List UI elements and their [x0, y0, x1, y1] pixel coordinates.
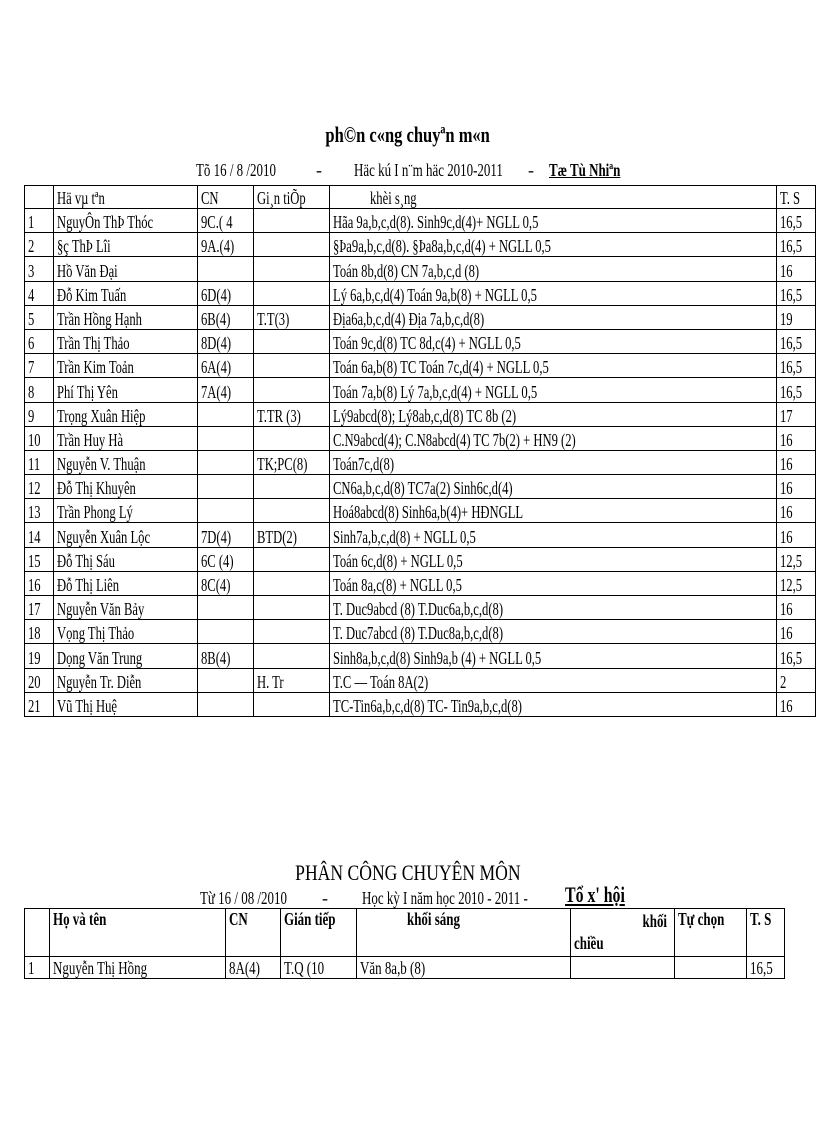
cell-no: 9 — [25, 402, 54, 426]
cell-ks: Toán 9c,d(8) TC 8d,c(4) + NGLL 0,5 — [329, 329, 776, 353]
cell-gt — [253, 692, 329, 716]
table-row — [25, 547, 816, 571]
table-row — [25, 281, 816, 305]
table-row — [25, 523, 816, 547]
table-row — [25, 402, 816, 426]
cell-kc — [570, 957, 674, 979]
cell-no: 1 — [25, 209, 54, 233]
cell-gt — [253, 644, 329, 668]
cell-cn: 7D(4) — [197, 523, 253, 547]
cell-gt — [253, 499, 329, 523]
cell-ts: 16 — [777, 523, 816, 547]
header-cell: T. S — [777, 186, 816, 209]
cell-cn: 8A(4) — [226, 957, 281, 979]
cell-cn: 8D(4) — [197, 329, 253, 353]
cell-name: Trần Kim Toản — [53, 354, 197, 378]
cell-gt — [253, 354, 329, 378]
cell-name: Vọng Thị Thảo — [53, 620, 197, 644]
cell-no: 16 — [25, 571, 54, 595]
cell-cn: 6B(4) — [197, 305, 253, 329]
cell-ks: Toán 8a,c(8) + NGLL 0,5 — [329, 571, 776, 595]
cell-no: 1 — [25, 957, 50, 979]
cell-ts: 16 — [777, 475, 816, 499]
cell-ts: 16 — [777, 620, 816, 644]
subtitle-date: Từ 16 / 08 /2010 — [200, 888, 287, 908]
cell-no: 15 — [25, 547, 54, 571]
cell-name: Đỗ Thị Khuyên — [53, 475, 197, 499]
cell-gt: TK;PC(8) — [253, 450, 329, 474]
subtitle-dash: - — [528, 160, 534, 180]
cell-no: 7 — [25, 354, 54, 378]
table-row — [25, 329, 816, 353]
cell-ks: Sinh7a,b,c,d(8) + NGLL 0,5 — [329, 523, 776, 547]
cell-name: Nguyễn Văn Bảy — [53, 596, 197, 620]
table-header-row — [25, 186, 816, 209]
cell-cn — [197, 668, 253, 692]
cell-name: Hồ Văn Đại — [53, 257, 197, 281]
table-row — [25, 499, 816, 523]
cell-gt — [253, 281, 329, 305]
cell-gt — [253, 571, 329, 595]
cell-no: 17 — [25, 596, 54, 620]
cell-ks: Lý9abcd(8); Lý8ab,c,d(8) TC 8b (2) — [329, 402, 776, 426]
subtitle-term: Học kỳ I năm học 2010 - 2011 - — [362, 888, 528, 908]
cell-name: Dọng Văn Trung — [53, 644, 197, 668]
header-cell: Tự chọn — [674, 909, 746, 957]
cell-ks: Toán 7a,b(8) Lý 7a,b,c,d(4) + NGLL 0,5 — [329, 378, 776, 402]
cell-no: 5 — [25, 305, 54, 329]
cell-ks: §Þa9a,b,c,d(8). §Þa8a,b,c,d(4) + NGLL 0,5 — [329, 233, 776, 257]
cell-ks: Văn 8a,b (8) — [356, 957, 570, 979]
header-cell: khèi s¸ng — [329, 186, 776, 209]
header-cell — [25, 909, 50, 957]
cell-no: 6 — [25, 329, 54, 353]
cell-gt: T.T(3) — [253, 305, 329, 329]
cell-name: Trần Huy Hà — [53, 426, 197, 450]
table-row — [25, 426, 816, 450]
cell-cn: 6D(4) — [197, 281, 253, 305]
cell-name: Đỗ Thị Liên — [53, 571, 197, 595]
header-cell: khối chiều — [570, 909, 674, 957]
cell-no: 4 — [25, 281, 54, 305]
cell-ks: TC-Tin6a,b,c,d(8) TC- Tin9a,b,c,d(8) — [329, 692, 776, 716]
cell-ks: Toán7c,d(8) — [329, 450, 776, 474]
cell-no: 13 — [25, 499, 54, 523]
cell-ts: 16,5 — [777, 354, 816, 378]
cell-ks: T.C — Toán 8A(2) — [329, 668, 776, 692]
cell-gt — [253, 378, 329, 402]
cell-no: 21 — [25, 692, 54, 716]
cell-name: Nguyễn Thị Hồng — [50, 957, 226, 979]
table-row — [25, 475, 816, 499]
cell-ts: 16,5 — [777, 644, 816, 668]
cell-no: 11 — [25, 450, 54, 474]
assignment-table — [24, 185, 816, 717]
cell-no: 8 — [25, 378, 54, 402]
cell-ts: 16 — [777, 426, 816, 450]
cell-ks: CN6a,b,c,d(8) TC7a(2) Sinh6c,d(4) — [329, 475, 776, 499]
cell-gt: H. Tr — [253, 668, 329, 692]
cell-gt — [253, 329, 329, 353]
cell-ts: 16,5 — [777, 378, 816, 402]
subtitle-group: Tổ x' hội — [565, 882, 625, 907]
cell-name: Nguyễn V. Thuận — [53, 450, 197, 474]
header-cell: Họ và tên — [50, 909, 226, 957]
cell-ks: Toán 6a,b(8) TC Toán 7c,d(4) + NGLL 0,5 — [329, 354, 776, 378]
cell-cn — [197, 402, 253, 426]
cell-gt: BTD(2) — [253, 523, 329, 547]
cell-no: 14 — [25, 523, 54, 547]
cell-ks: Lý 6a,b,c,d(4) Toán 9a,b(8) + NGLL 0,5 — [329, 281, 776, 305]
header-cell: CN — [226, 909, 281, 957]
cell-cn — [197, 499, 253, 523]
table-row — [25, 957, 785, 979]
cell-ts: 16,5 — [777, 281, 816, 305]
cell-ks: Toán 6c,d(8) + NGLL 0,5 — [329, 547, 776, 571]
cell-cn — [197, 475, 253, 499]
cell-gt — [253, 233, 329, 257]
subtitle-dash: - — [316, 160, 322, 180]
cell-ts: 16 — [777, 450, 816, 474]
table-row — [25, 305, 816, 329]
cell-cn — [197, 257, 253, 281]
cell-cn — [197, 450, 253, 474]
cell-cn: 9C.( 4 — [197, 209, 253, 233]
cell-cn: 8B(4) — [197, 644, 253, 668]
cell-no: 2 — [25, 233, 54, 257]
cell-cn — [197, 692, 253, 716]
cell-ts: 16,5 — [746, 957, 784, 979]
cell-name: Trần Phong Lý — [53, 499, 197, 523]
subtitle-group: Tæ Tù Nhiªn — [549, 160, 621, 180]
table-row — [25, 233, 816, 257]
cell-ks: T. Duc9abcd (8) T.Duc6a,b,c,d(8) — [329, 596, 776, 620]
subtitle-term: Häc kú I n¨m häc 2010-2011 — [354, 160, 503, 180]
cell-name: Trần Hồng Hạnh — [53, 305, 197, 329]
table-row — [25, 620, 816, 644]
cell-gt — [253, 475, 329, 499]
cell-ks: Hãa 9a,b,c,d(8). Sinh9c,d(4)+ NGLL 0,5 — [329, 209, 776, 233]
cell-ts: 16,5 — [777, 233, 816, 257]
cell-cn — [197, 620, 253, 644]
table-row — [25, 571, 816, 595]
cell-no: 18 — [25, 620, 54, 644]
cell-name: Đỗ Kim Tuấn — [53, 281, 197, 305]
cell-gt — [253, 547, 329, 571]
subtitle-date: Tõ 16 / 8 /2010 — [196, 160, 276, 180]
cell-cn: 8C(4) — [197, 571, 253, 595]
cell-gt — [253, 257, 329, 281]
cell-ks: Toán 8b,d(8) CN 7a,b,c,d (8) — [329, 257, 776, 281]
cell-name: Nguyễn Tr. Diễn — [53, 668, 197, 692]
cell-ks: T. Duc7abcd (8) T.Duc8a,b,c,d(8) — [329, 620, 776, 644]
cell-gt: T.TR (3) — [253, 402, 329, 426]
header-cell — [25, 186, 54, 209]
cell-no: 19 — [25, 644, 54, 668]
cell-name: Vũ Thị Huệ — [53, 692, 197, 716]
cell-ts: 19 — [777, 305, 816, 329]
header-cell: khối sáng — [356, 909, 570, 957]
table-row — [25, 209, 816, 233]
cell-name: Nguyễn Xuân Lộc — [53, 523, 197, 547]
cell-ts: 16 — [777, 596, 816, 620]
page-title: ph©n c«ng chuyªn m«n — [325, 122, 491, 147]
cell-ts: 12,5 — [777, 547, 816, 571]
cell-cn: 6A(4) — [197, 354, 253, 378]
cell-name: Phí Thị Yên — [53, 378, 197, 402]
table-row — [25, 378, 816, 402]
cell-ts: 17 — [777, 402, 816, 426]
cell-ts: 16 — [777, 692, 816, 716]
cell-cn: 9A.(4) — [197, 233, 253, 257]
header-cell: CN — [197, 186, 253, 209]
cell-ks: Sinh8a,b,c,d(8) Sinh9a,b (4) + NGLL 0,5 — [329, 644, 776, 668]
cell-ks: Địa6a,b,c,d(4) Địa 7a,b,c,d(8) — [329, 305, 776, 329]
cell-name: §ç ThÞ Lîi — [53, 233, 197, 257]
cell-cn — [197, 426, 253, 450]
cell-name: Trần Thị Thảo — [53, 329, 197, 353]
cell-gt: T.Q (10 — [281, 957, 357, 979]
header-cell: Gián tiếp — [281, 909, 357, 957]
table-row — [25, 692, 816, 716]
cell-ts: 16,5 — [777, 329, 816, 353]
cell-cn: 6C (4) — [197, 547, 253, 571]
cell-ts: 2 — [777, 668, 816, 692]
cell-ts: 12,5 — [777, 571, 816, 595]
cell-gt — [253, 596, 329, 620]
header-cell: T. S — [746, 909, 784, 957]
table-row — [25, 257, 816, 281]
cell-cn: 7A(4) — [197, 378, 253, 402]
cell-name: NguyÔn ThÞ Thóc — [53, 209, 197, 233]
assignment-table-2 — [24, 908, 785, 979]
cell-no: 20 — [25, 668, 54, 692]
table-row — [25, 596, 816, 620]
cell-ts: 16 — [777, 257, 816, 281]
table-row — [25, 644, 816, 668]
table-row — [25, 668, 816, 692]
section-title: PHÂN CÔNG CHUYÊN MÔN — [295, 860, 521, 885]
header-cell: Gi¸n tiÕp — [253, 186, 329, 209]
cell-no: 12 — [25, 475, 54, 499]
cell-name: Trọng Xuân Hiệp — [53, 402, 197, 426]
cell-gt — [253, 426, 329, 450]
cell-cn — [197, 596, 253, 620]
cell-gt — [253, 209, 329, 233]
cell-no: 3 — [25, 257, 54, 281]
cell-gt — [253, 620, 329, 644]
cell-ks: Hoá8abcd(8) Sinh6a,b(4)+ HĐNGLL — [329, 499, 776, 523]
subtitle-dash: - — [322, 888, 328, 908]
cell-ks: C.N9abcd(4); C.N8abcd(4) TC 7b(2) + HN9 (2) — [329, 426, 776, 450]
cell-tc — [674, 957, 746, 979]
cell-name: Đỗ Thị Sáu — [53, 547, 197, 571]
header-cell: Hä vµ tªn — [53, 186, 197, 209]
table-row — [25, 450, 816, 474]
cell-ts: 16 — [777, 499, 816, 523]
cell-no: 10 — [25, 426, 54, 450]
table-header-row — [25, 909, 785, 957]
table-row — [25, 354, 816, 378]
cell-ts: 16,5 — [777, 209, 816, 233]
